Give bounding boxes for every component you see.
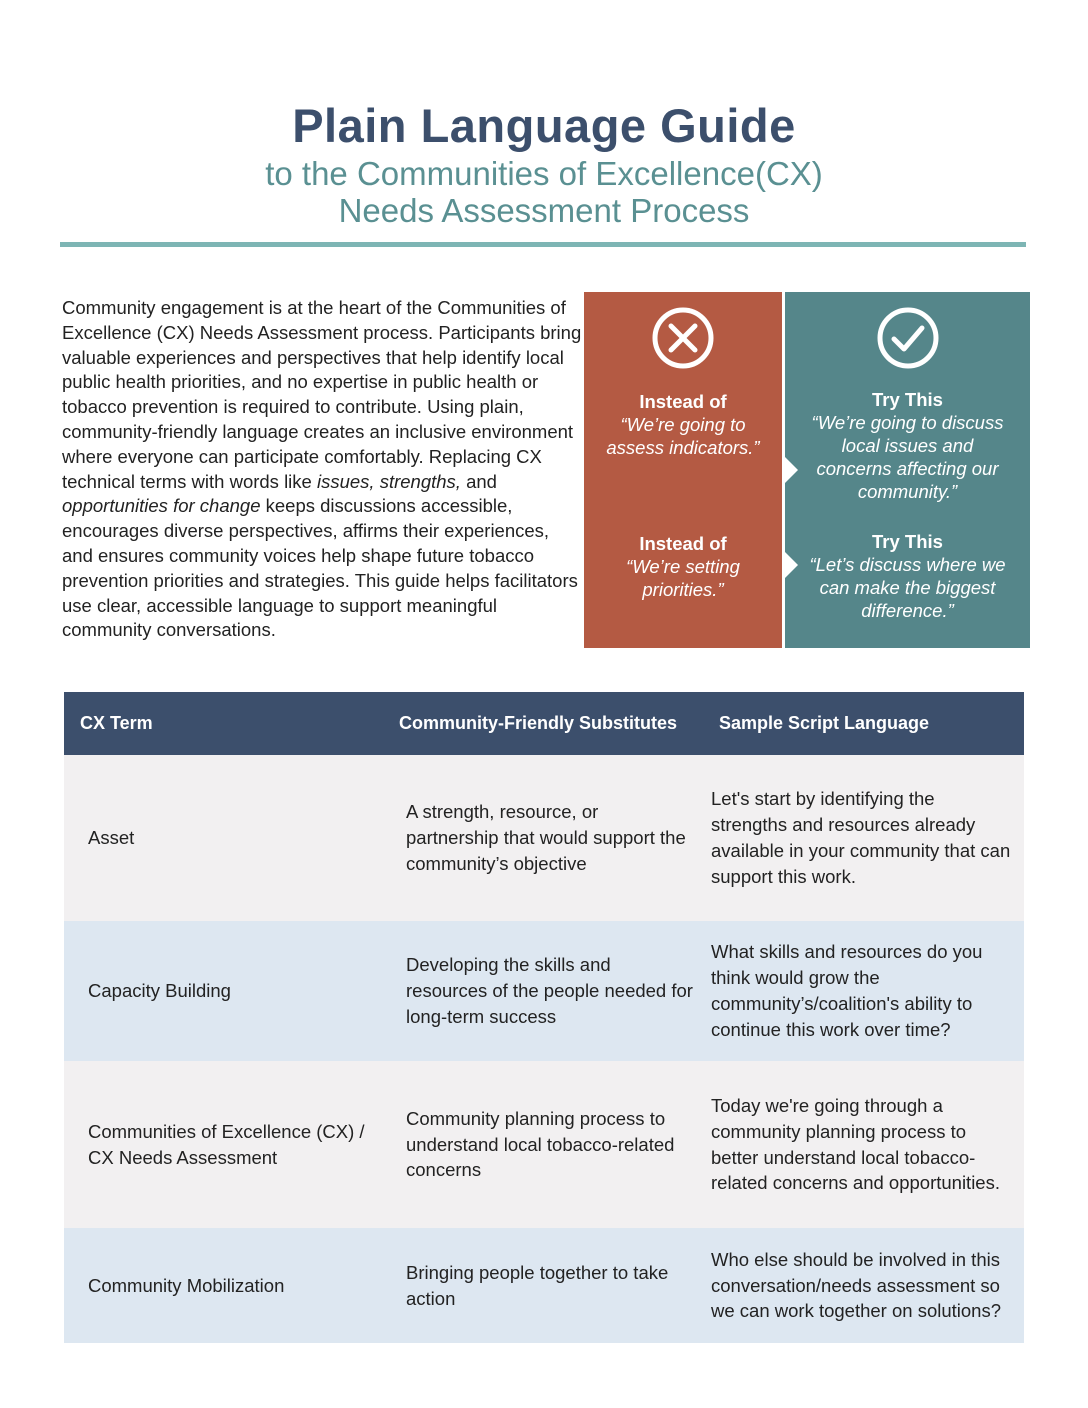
column-header-substitutes: Community-Friendly Substitutes xyxy=(383,692,703,755)
table-row xyxy=(64,1228,1024,1343)
page-title: Plain Language Guide xyxy=(292,99,796,152)
substitute-cell: Community planning process to understand local tobacco-related concerns xyxy=(383,1061,703,1228)
check-circle-icon xyxy=(875,305,941,371)
column-header-script: Sample Script Language xyxy=(703,692,1024,755)
substitute-cell: Bringing people together to take action xyxy=(383,1228,703,1343)
try-this-quote: “We’re going to discuss local issues and concerns affecting our community.” xyxy=(811,412,1004,502)
page-subtitle xyxy=(0,155,1088,229)
terms-table xyxy=(64,692,1024,1343)
script-cell: What skills and resources do you think would grow the community’s/coalition's ability to continue this work over time? xyxy=(703,921,1024,1061)
try-this-label: Try This xyxy=(872,531,943,552)
header-divider xyxy=(60,242,1026,247)
subtitle-line-2: Needs Assessment Process xyxy=(338,192,750,229)
column-header-cx-term: CX Term xyxy=(64,692,383,755)
intro-text-1: Community engagement is at the heart of the Communities of Excellence (CX) Needs Assessment process. Participants bring valuable experiences and perspectives that help identify local public health priorities, and no expertise in public health or tobacco prevention is required to contribute. Using plain, community-friendly language creates an inclusive environment where everyone can participate comfortably. Replacing CX technical terms with words like xyxy=(62,297,582,492)
script-cell: Today we're going through a community planning process to better understand local tobacco-related concerns and opportunities. xyxy=(703,1061,1024,1228)
x-circle-icon xyxy=(650,305,716,371)
intro-text-3: keeps discussions accessible, encourages diverse perspectives, affirms their experiences, and ensures community voices help shape future tobacco prevention priorities and strategies. This guide helps facilitators use clear, accessible language to support meaningful community conversations. xyxy=(62,495,578,641)
script-cell: Who else should be involved in this conversation/needs assessment so we can work together on solutions? xyxy=(703,1228,1024,1343)
script-cell: Let's start by identifying the strengths and resources already available in your community that can support this work. xyxy=(703,755,1024,921)
cx-term-cell: Capacity Building xyxy=(64,921,383,1061)
instead-of-quote: “We’re setting priorities.” xyxy=(626,556,740,600)
intro-text-2: and xyxy=(460,470,497,492)
table-row xyxy=(64,1061,1024,1228)
try-this-panel xyxy=(785,292,1030,648)
try-this-example-1 xyxy=(785,388,1030,503)
table-row xyxy=(64,921,1024,1061)
instead-of-label: Instead of xyxy=(639,533,727,554)
cx-term-cell: Communities of Excellence (CX) / CX Needs Assessment xyxy=(64,1061,383,1228)
cx-term-cell: Community Mobilization xyxy=(64,1228,383,1343)
intro-emphasis-1: issues, strengths, xyxy=(316,470,461,492)
substitute-cell: A strength, resource, or partnership that would support the community’s objective xyxy=(383,755,703,921)
substitute-cell: Developing the skills and resources of the people needed for long-term success xyxy=(383,921,703,1061)
intro-emphasis-2: opportunities for change xyxy=(62,495,261,517)
instead-of-label: Instead of xyxy=(639,391,727,412)
cx-term-cell: Asset xyxy=(64,755,383,921)
subtitle-line-1: to the Communities of Excellence(CX) xyxy=(265,155,823,192)
instead-of-panel xyxy=(584,292,782,648)
try-this-quote: “Let’s discuss where we can make the biggest difference.” xyxy=(809,554,1006,621)
instead-of-example-1 xyxy=(584,390,782,459)
try-this-label: Try This xyxy=(872,389,943,410)
instead-of-quote: “We’re going to assess indicators.” xyxy=(606,414,760,458)
try-this-example-2 xyxy=(785,530,1030,622)
intro-paragraph xyxy=(62,296,582,643)
instead-of-example-2 xyxy=(584,532,782,601)
table-header-row xyxy=(64,692,1024,755)
table-row xyxy=(64,755,1024,921)
